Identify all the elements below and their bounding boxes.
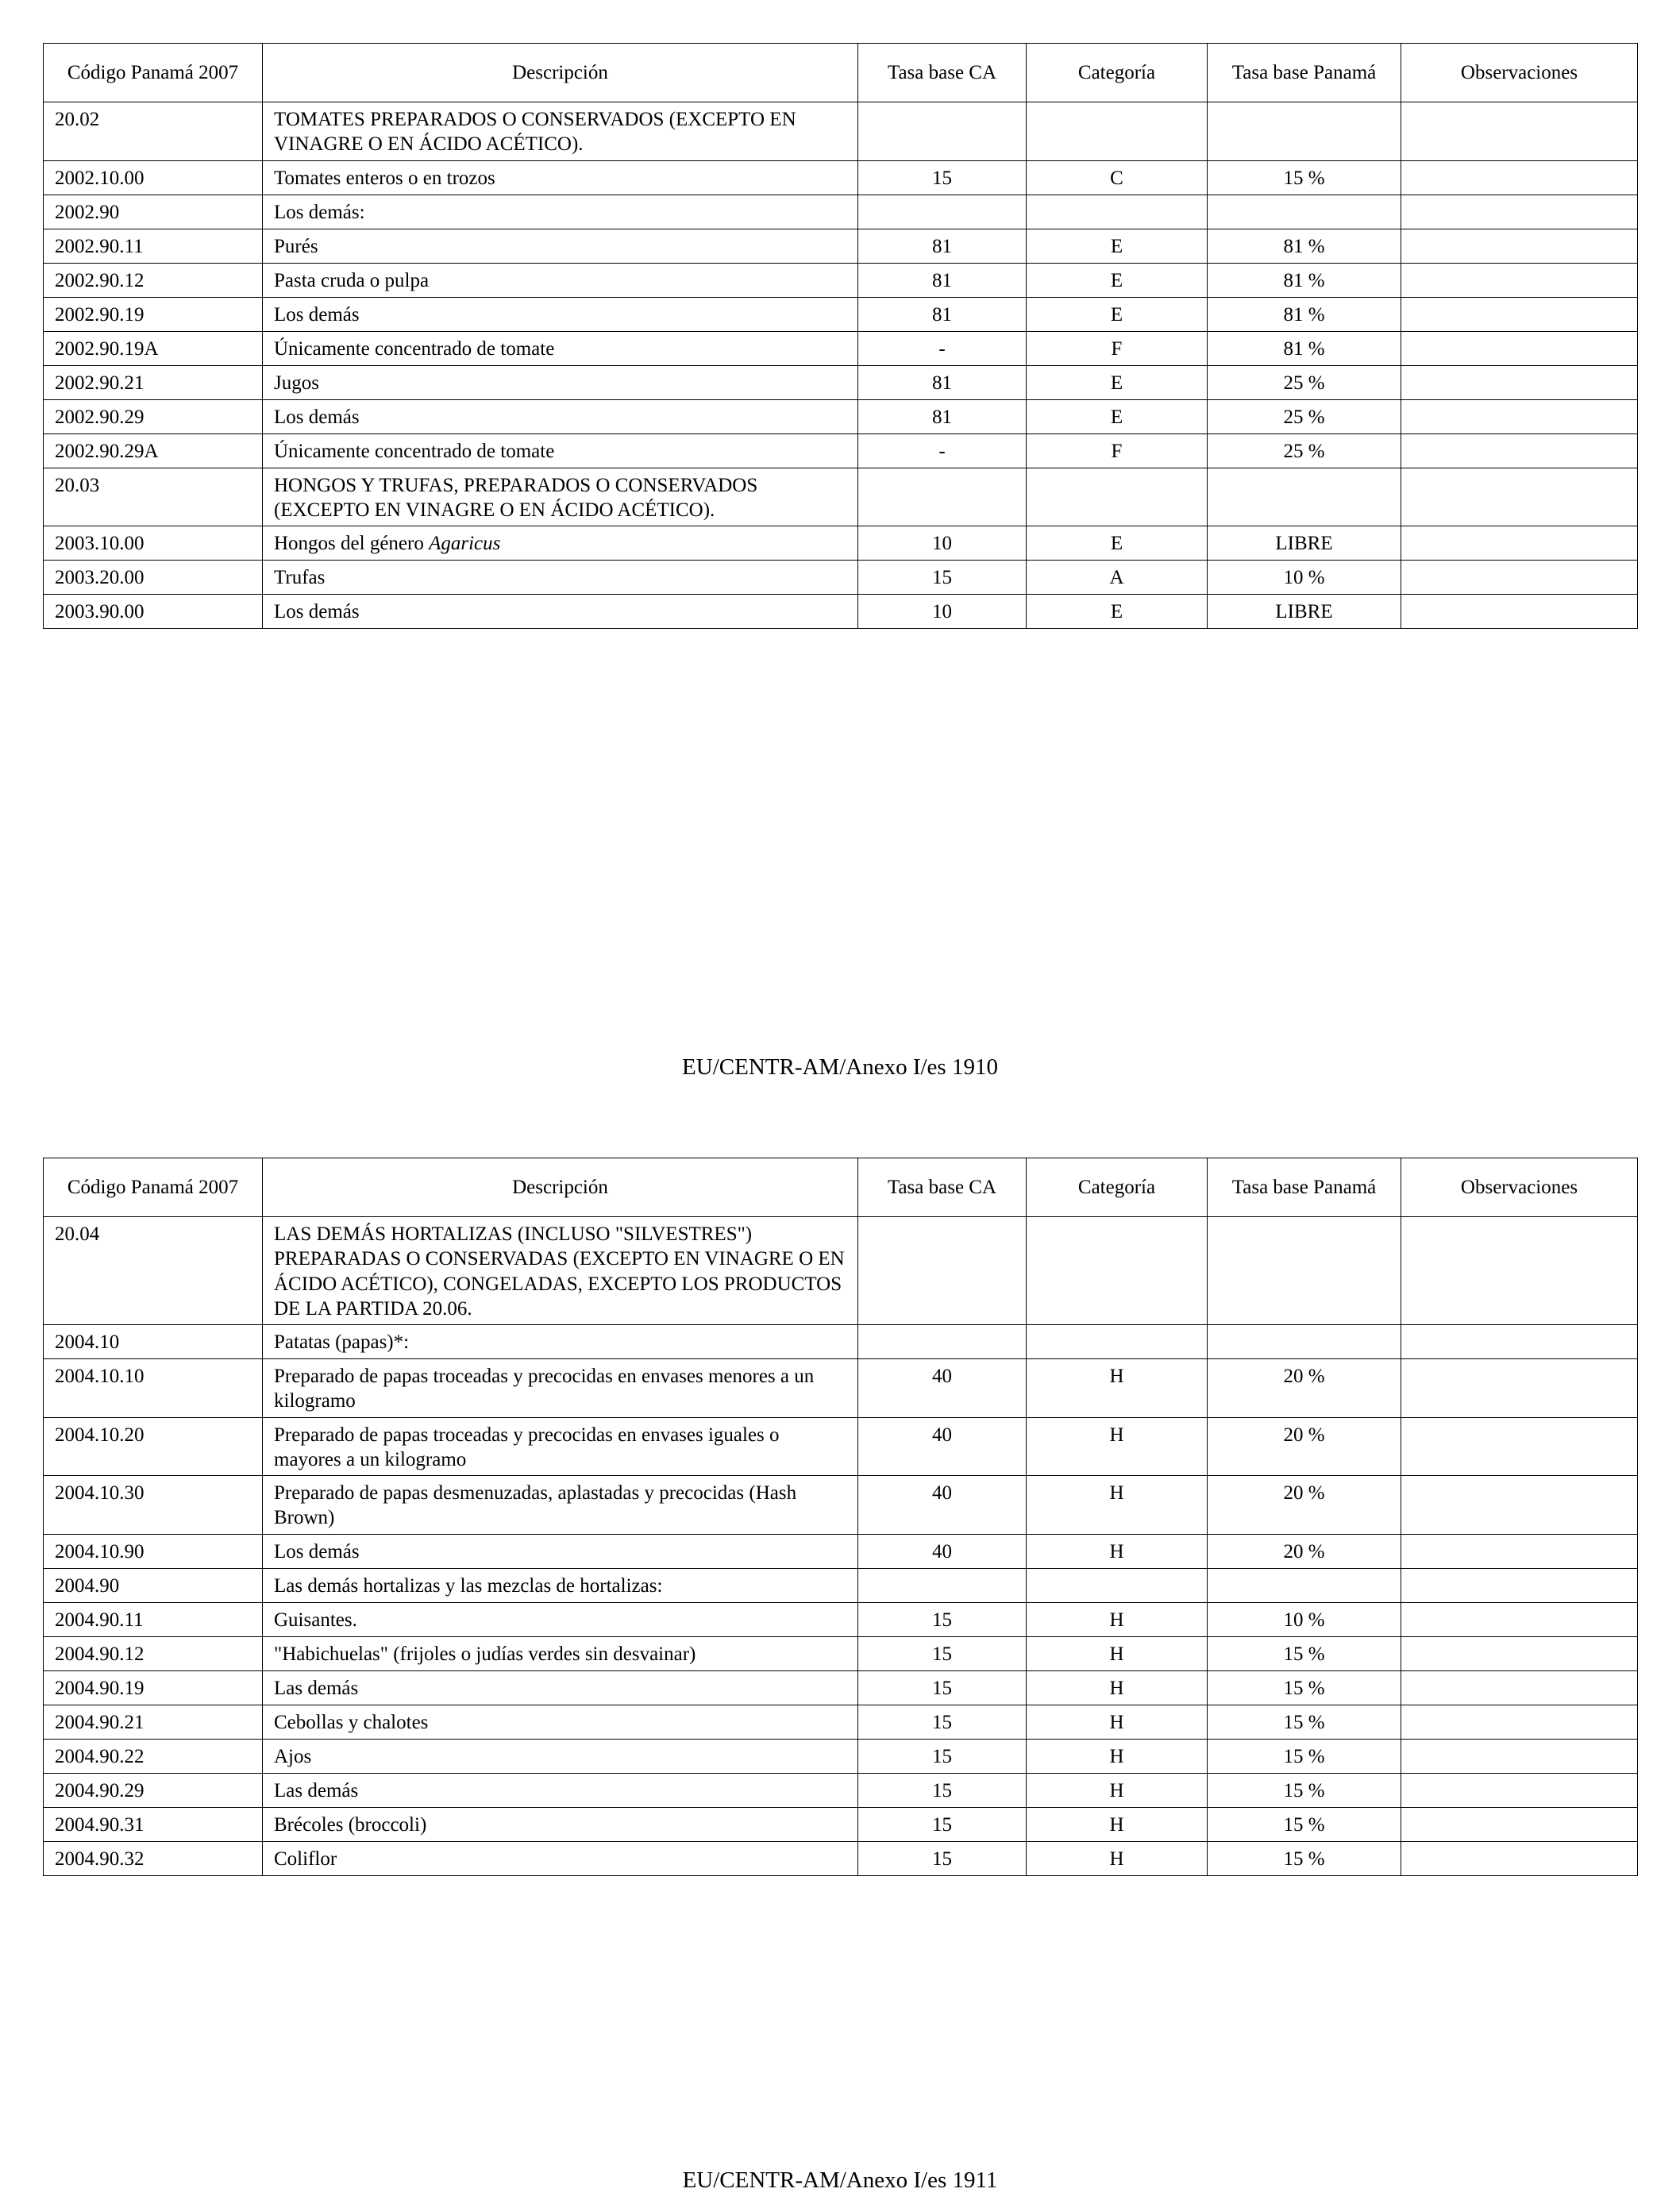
cell-rate-ca [858, 468, 1027, 526]
cell-description: Cebollas y chalotes [263, 1705, 858, 1739]
header-observations: Observaciones [1401, 44, 1638, 102]
cell-category [1027, 1325, 1208, 1359]
cell-category: H [1027, 1841, 1208, 1875]
cell-category [1027, 468, 1208, 526]
cell-description: TOMATES PREPARADOS O CONSERVADOS (EXCEPTO EN VINAGRE O EN ÁCIDO ACÉTICO). [263, 102, 858, 161]
cell-rate-panama: 10 % [1208, 561, 1401, 595]
cell-code: 2002.90.29A [44, 433, 263, 468]
table-row [44, 561, 1638, 595]
cell-category: F [1027, 433, 1208, 468]
cell-description: Trufas [263, 561, 858, 595]
cell-rate-ca: 81 [858, 229, 1027, 263]
cell-category: E [1027, 526, 1208, 561]
cell-observations [1401, 1636, 1638, 1670]
table-row [44, 1325, 1638, 1359]
cell-code: 2002.90.11 [44, 229, 263, 263]
cell-rate-ca: 40 [858, 1359, 1027, 1418]
cell-rate-panama: 15 % [1208, 1841, 1401, 1875]
cell-rate-ca: 10 [858, 595, 1027, 629]
cell-code: 2002.90.21 [44, 365, 263, 399]
cell-rate-panama: 25 % [1208, 399, 1401, 433]
cell-rate-ca: 81 [858, 365, 1027, 399]
cell-rate-ca: 15 [858, 160, 1027, 195]
cell-rate-panama: 81 % [1208, 229, 1401, 263]
cell-code: 2002.90.29 [44, 399, 263, 433]
cell-rate-ca: - [858, 433, 1027, 468]
cell-code: 2004.10.30 [44, 1476, 263, 1535]
cell-rate-ca: 15 [858, 1739, 1027, 1773]
cell-code: 2004.90.22 [44, 1739, 263, 1773]
cell-observations [1401, 297, 1638, 331]
cell-observations [1401, 1841, 1638, 1875]
table-header-row [44, 1158, 1638, 1217]
header-rate-ca: Tasa base CA [858, 44, 1027, 102]
cell-rate-panama: 20 % [1208, 1534, 1401, 1568]
cell-description: Preparado de papas troceadas y precocidas en envases iguales o mayores a un kilogramo [263, 1417, 858, 1476]
cell-rate-panama [1208, 1325, 1401, 1359]
cell-rate-ca [858, 1325, 1027, 1359]
cell-code: 2002.90 [44, 195, 263, 229]
cell-rate-ca: 15 [858, 1841, 1027, 1875]
cell-description: Tomates enteros o en trozos [263, 160, 858, 195]
table-row [44, 331, 1638, 365]
header-description: Descripción [263, 44, 858, 102]
cell-rate-ca: 15 [858, 1705, 1027, 1739]
cell-rate-panama: 20 % [1208, 1476, 1401, 1535]
cell-code: 2004.90 [44, 1568, 263, 1602]
cell-observations [1401, 1217, 1638, 1325]
cell-observations [1401, 595, 1638, 629]
cell-description [263, 526, 858, 561]
cell-code: 2004.90.19 [44, 1670, 263, 1705]
header-category: Categoría [1027, 1158, 1208, 1217]
cell-description: Patatas (papas)*: [263, 1325, 858, 1359]
cell-category: E [1027, 229, 1208, 263]
cell-category [1027, 1217, 1208, 1325]
cell-description: Los demás [263, 595, 858, 629]
cell-description: Las demás hortalizas y las mezclas de hortalizas: [263, 1568, 858, 1602]
cell-description: Los demás [263, 1534, 858, 1568]
cell-observations [1401, 1476, 1638, 1535]
cell-code: 2002.10.00 [44, 160, 263, 195]
table-row [44, 365, 1638, 399]
cell-observations [1401, 1773, 1638, 1807]
table-row [44, 195, 1638, 229]
cell-rate-panama: 20 % [1208, 1359, 1401, 1418]
cell-observations [1401, 1670, 1638, 1705]
header-rate-panama: Tasa base Panamá [1208, 44, 1401, 102]
cell-rate-panama: 25 % [1208, 433, 1401, 468]
cell-observations [1401, 1602, 1638, 1636]
cell-rate-ca [858, 102, 1027, 161]
cell-code: 20.02 [44, 102, 263, 161]
table-row [44, 1773, 1638, 1807]
cell-code: 2004.10.90 [44, 1534, 263, 1568]
cell-category: H [1027, 1670, 1208, 1705]
cell-rate-ca [858, 1217, 1027, 1325]
cell-category [1027, 102, 1208, 161]
table-row [44, 1841, 1638, 1875]
table-row [44, 468, 1638, 526]
cell-code: 2003.10.00 [44, 526, 263, 561]
cell-observations [1401, 526, 1638, 561]
cell-rate-panama [1208, 468, 1401, 526]
cell-category: C [1027, 160, 1208, 195]
cell-category: H [1027, 1476, 1208, 1535]
header-rate-ca: Tasa base CA [858, 1158, 1027, 1217]
cell-category: H [1027, 1636, 1208, 1670]
cell-rate-panama: 81 % [1208, 331, 1401, 365]
cell-rate-panama [1208, 102, 1401, 161]
cell-code: 20.03 [44, 468, 263, 526]
cell-rate-ca: 15 [858, 1807, 1027, 1841]
cell-observations [1401, 468, 1638, 526]
cell-category: H [1027, 1359, 1208, 1418]
header-observations: Observaciones [1401, 1158, 1638, 1217]
cell-description: Brécoles (broccoli) [263, 1807, 858, 1841]
cell-code: 2002.90.12 [44, 263, 263, 297]
cell-observations [1401, 1739, 1638, 1773]
cell-description: Coliflor [263, 1841, 858, 1875]
cell-rate-panama: 15 % [1208, 1807, 1401, 1841]
cell-observations [1401, 195, 1638, 229]
cell-code: 2004.90.21 [44, 1705, 263, 1739]
header-code: Código Panamá 2007 [44, 44, 263, 102]
cell-description: Los demás [263, 297, 858, 331]
cell-code: 2003.90.00 [44, 595, 263, 629]
description-italic-text: Agaricus [429, 533, 501, 554]
cell-description: Los demás: [263, 195, 858, 229]
cell-observations [1401, 1534, 1638, 1568]
cell-description: HONGOS Y TRUFAS, PREPARADOS O CONSERVADOS (EXCEPTO EN VINAGRE O EN ÁCIDO ACÉTICO). [263, 468, 858, 526]
cell-category: H [1027, 1534, 1208, 1568]
tariff-table [43, 43, 1638, 629]
cell-observations [1401, 399, 1638, 433]
cell-rate-ca: 15 [858, 1636, 1027, 1670]
header-code: Código Panamá 2007 [44, 1158, 263, 1217]
cell-rate-panama: 15 % [1208, 1739, 1401, 1773]
cell-rate-panama [1208, 1217, 1401, 1325]
table-row [44, 433, 1638, 468]
cell-code: 2004.10.20 [44, 1417, 263, 1476]
cell-rate-ca: 15 [858, 561, 1027, 595]
cell-description: Preparado de papas desmenuzadas, aplastadas y precocidas (Hash Brown) [263, 1476, 858, 1535]
cell-category: H [1027, 1705, 1208, 1739]
cell-rate-panama: LIBRE [1208, 526, 1401, 561]
table-row [44, 297, 1638, 331]
cell-code: 20.04 [44, 1217, 263, 1325]
cell-rate-panama: 15 % [1208, 1773, 1401, 1807]
cell-rate-panama: 15 % [1208, 1670, 1401, 1705]
cell-code: 2004.90.29 [44, 1773, 263, 1807]
cell-code: 2002.90.19 [44, 297, 263, 331]
cell-category: H [1027, 1773, 1208, 1807]
table-row [44, 1807, 1638, 1841]
cell-description: Purés [263, 229, 858, 263]
cell-code: 2004.90.11 [44, 1602, 263, 1636]
cell-rate-ca: 40 [858, 1534, 1027, 1568]
page-footer: EU/CENTR-AM/Anexo I/es 1910 [682, 1054, 998, 1080]
cell-category: H [1027, 1739, 1208, 1773]
cell-description: Jugos [263, 365, 858, 399]
cell-rate-panama: 10 % [1208, 1602, 1401, 1636]
cell-category: E [1027, 365, 1208, 399]
cell-category: F [1027, 331, 1208, 365]
cell-description: Ajos [263, 1739, 858, 1773]
tariff-table [43, 1158, 1638, 1876]
cell-rate-ca: 81 [858, 263, 1027, 297]
cell-rate-panama: 25 % [1208, 365, 1401, 399]
cell-category: H [1027, 1602, 1208, 1636]
cell-rate-ca: - [858, 331, 1027, 365]
cell-category: E [1027, 399, 1208, 433]
cell-rate-ca [858, 195, 1027, 229]
table-row [44, 1739, 1638, 1773]
cell-description: Preparado de papas troceadas y precocidas en envases menores a un kilogramo [263, 1359, 858, 1418]
cell-category: H [1027, 1807, 1208, 1841]
cell-observations [1401, 160, 1638, 195]
table-row [44, 263, 1638, 297]
cell-code: 2004.90.32 [44, 1841, 263, 1875]
cell-description: Únicamente concentrado de tomate [263, 433, 858, 468]
cell-rate-ca: 81 [858, 399, 1027, 433]
cell-code: 2004.90.31 [44, 1807, 263, 1841]
table-row [44, 1476, 1638, 1535]
cell-observations [1401, 1568, 1638, 1602]
cell-rate-ca [858, 1568, 1027, 1602]
cell-observations [1401, 1417, 1638, 1476]
cell-category: E [1027, 263, 1208, 297]
cell-category: E [1027, 595, 1208, 629]
cell-category: H [1027, 1417, 1208, 1476]
cell-observations [1401, 365, 1638, 399]
cell-code: 2004.90.12 [44, 1636, 263, 1670]
cell-category [1027, 195, 1208, 229]
cell-observations [1401, 1807, 1638, 1841]
table-row [44, 1568, 1638, 1602]
table-header-row [44, 44, 1638, 102]
cell-rate-panama: 81 % [1208, 263, 1401, 297]
table-row [44, 1217, 1638, 1325]
table-row [44, 102, 1638, 161]
cell-observations [1401, 229, 1638, 263]
table-row [44, 399, 1638, 433]
cell-rate-ca: 81 [858, 297, 1027, 331]
cell-description: Guisantes. [263, 1602, 858, 1636]
cell-code: 2003.20.00 [44, 561, 263, 595]
table-row [44, 595, 1638, 629]
header-rate-panama: Tasa base Panamá [1208, 1158, 1401, 1217]
cell-rate-ca: 15 [858, 1773, 1027, 1807]
cell-rate-ca: 40 [858, 1476, 1027, 1535]
table-row [44, 1670, 1638, 1705]
cell-code: 2002.90.19A [44, 331, 263, 365]
table-row [44, 1417, 1638, 1476]
table-row [44, 526, 1638, 561]
cell-observations [1401, 331, 1638, 365]
table-row [44, 1705, 1638, 1739]
header-description: Descripción [263, 1158, 858, 1217]
cell-observations [1401, 433, 1638, 468]
cell-rate-panama: 15 % [1208, 1636, 1401, 1670]
cell-description: LAS DEMÁS HORTALIZAS (INCLUSO "SILVESTRES") PREPARADAS O CONSERVADAS (EXCEPTO EN VINAGRE O EN ÁCIDO ACÉTICO), CONGELADAS, EXCEPTO LOS PRODUCTOS DE LA PARTIDA 20.06. [263, 1217, 858, 1325]
cell-observations [1401, 1359, 1638, 1418]
table-row [44, 1359, 1638, 1418]
cell-description: Pasta cruda o pulpa [263, 263, 858, 297]
cell-rate-panama: 15 % [1208, 1705, 1401, 1739]
table-row [44, 229, 1638, 263]
cell-rate-ca: 40 [858, 1417, 1027, 1476]
cell-description: Las demás [263, 1670, 858, 1705]
tariff-table-page-1910 [43, 43, 1637, 629]
table-row [44, 1602, 1638, 1636]
cell-observations [1401, 561, 1638, 595]
header-category: Categoría [1027, 44, 1208, 102]
cell-rate-panama [1208, 195, 1401, 229]
cell-description: Las demás [263, 1773, 858, 1807]
description-text: Hongos del género [274, 533, 430, 554]
cell-category: E [1027, 297, 1208, 331]
cell-rate-panama: 15 % [1208, 160, 1401, 195]
cell-observations [1401, 102, 1638, 161]
cell-code: 2004.10.10 [44, 1359, 263, 1418]
cell-description: Los demás [263, 399, 858, 433]
page-footer: EU/CENTR-AM/Anexo I/es 1911 [682, 2167, 998, 2193]
table-row [44, 160, 1638, 195]
tariff-table-page-1911 [43, 1158, 1637, 1876]
cell-rate-ca: 15 [858, 1602, 1027, 1636]
table-row [44, 1636, 1638, 1670]
cell-category: A [1027, 561, 1208, 595]
cell-description: "Habichuelas" (frijoles o judías verdes sin desvainar) [263, 1636, 858, 1670]
cell-rate-ca: 15 [858, 1670, 1027, 1705]
cell-observations [1401, 263, 1638, 297]
cell-rate-panama: 81 % [1208, 297, 1401, 331]
cell-rate-ca: 10 [858, 526, 1027, 561]
cell-description: Únicamente concentrado de tomate [263, 331, 858, 365]
table-row [44, 1534, 1638, 1568]
cell-rate-panama: LIBRE [1208, 595, 1401, 629]
cell-rate-panama: 20 % [1208, 1417, 1401, 1476]
cell-observations [1401, 1325, 1638, 1359]
cell-rate-panama [1208, 1568, 1401, 1602]
cell-observations [1401, 1705, 1638, 1739]
cell-category [1027, 1568, 1208, 1602]
cell-code: 2004.10 [44, 1325, 263, 1359]
